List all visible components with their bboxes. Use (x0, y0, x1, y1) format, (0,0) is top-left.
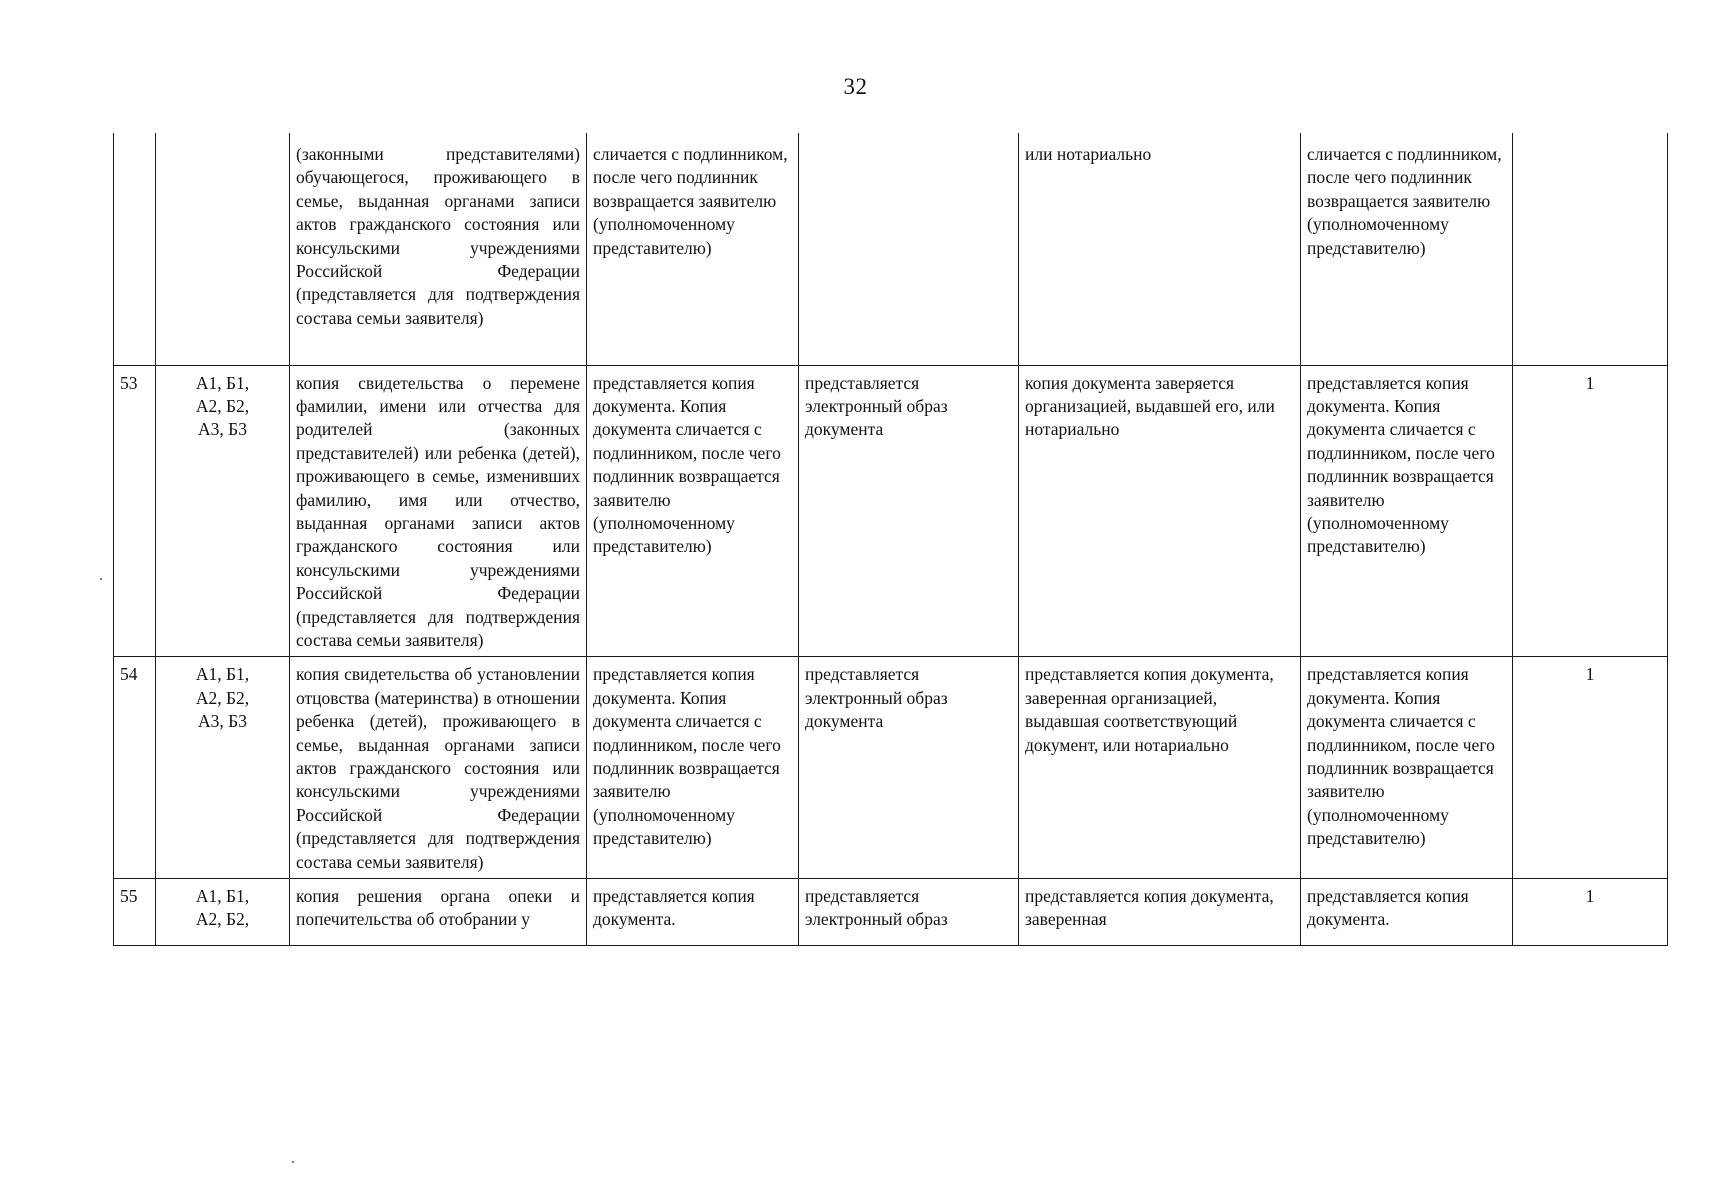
applicant-code-line: А2, Б2, (195, 395, 250, 416)
row-number-cell: 55 (114, 879, 156, 946)
row-number-cell: 54 (114, 657, 156, 879)
applicant-code-line: А2, Б2, (195, 687, 250, 708)
document-name-cell: (законными представителями) обучающегося, проживающего в семье, выданная органами записи актов гражданского состояния или консульскими учреждениями Российской Федерации (представляется для подтверждения состава семьи заявителя) (290, 133, 587, 365)
page-number: 32 (843, 74, 868, 99)
in-person-submission-cell: представляется копия документа. Копия документа сличается с подлинником, после чего подлинник возвращается заявителю (уполномоченному представителю) (587, 365, 799, 657)
table-row (114, 133, 1668, 365)
document-name-cell: копия решения органа опеки и попечительства об отобрании у (290, 879, 587, 946)
certification-cell: копия документа заверяется организацией, выдавшей его, или нотариально (1019, 365, 1301, 657)
table-row (114, 657, 1668, 879)
quantity-cell (1513, 133, 1668, 365)
mail-submission-cell: сличается с подлинником, после чего подлинник возвращается заявителю (уполномоченному представителю) (1301, 133, 1513, 365)
quantity-cell: 1 (1513, 365, 1668, 657)
mail-submission-cell: представляется копия документа. Копия документа сличается с подлинником, после чего подлинник возвращается заявителю (уполномоченному представителю) (1301, 657, 1513, 879)
in-person-submission-cell: представляется копия документа. Копия документа сличается с подлинником, после чего подлинник возвращается заявителю (уполномоченному представителю) (587, 657, 799, 879)
document-name-cell: копия свидетельства об установлении отцовства (материнства) в отношении ребенка (детей), проживающего в семье, выданная органами записи актов гражданского состояния или консульскими учреждениями Российской Федерации (представляется для подтверждения состава семьи заявителя) (290, 657, 587, 879)
applicant-codes-cell (156, 133, 290, 365)
electronic-submission-cell: представляется электронный образ документа (799, 365, 1019, 657)
applicant-code-line: А1, Б1, (195, 664, 250, 685)
scan-speck (100, 578, 102, 580)
row-number-cell (114, 133, 156, 365)
applicant-code-line: А1, Б1, (195, 886, 250, 907)
electronic-submission-cell: представляется электронный образ документа (799, 657, 1019, 879)
applicant-code-line: А2, Б2, (195, 909, 250, 930)
applicant-code-line: А3, Б3 (198, 419, 247, 440)
documents-table (113, 133, 1668, 946)
applicant-codes-cell (156, 365, 290, 657)
mail-submission-cell: представляется копия документа. (1301, 879, 1513, 946)
row-number-cell: 53 (114, 365, 156, 657)
applicant-codes-cell (156, 657, 290, 879)
in-person-submission-cell: представляется копия документа. (587, 879, 799, 946)
table-row (114, 365, 1668, 657)
certification-cell: представляется копия документа, заверенная организацией, выдавшая соответствующий документ, или нотариально (1019, 657, 1301, 879)
scan-speck (292, 1161, 294, 1163)
document-name-cell: копия свидетельства о перемене фамилии, имени или отчества для родителей (законных представителей) или ребенка (детей), проживающего в семье, изменивших фамилию, имя или отчество, выданная органами записи актов гражданского состояния или консульскими учреждениями Российской Федерации (представляется для подтверждения состава семьи заявителя) (290, 365, 587, 657)
electronic-submission-cell: представляется электронный образ (799, 879, 1019, 946)
applicant-code-line: А3, Б3 (198, 711, 247, 732)
mail-submission-cell: представляется копия документа. Копия документа сличается с подлинником, после чего подлинник возвращается заявителю (уполномоченному представителю) (1301, 365, 1513, 657)
table-row (114, 879, 1668, 946)
electronic-submission-cell (799, 133, 1019, 365)
quantity-cell: 1 (1513, 657, 1668, 879)
certification-cell: представляется копия документа, заверенная (1019, 879, 1301, 946)
certification-cell: или нотариально (1019, 133, 1301, 365)
quantity-cell: 1 (1513, 879, 1668, 946)
in-person-submission-cell: сличается с подлинником, после чего подлинник возвращается заявителю (уполномоченному представителю) (587, 133, 799, 365)
applicant-code-line: А1, Б1, (195, 372, 250, 393)
applicant-codes-cell (156, 879, 290, 946)
